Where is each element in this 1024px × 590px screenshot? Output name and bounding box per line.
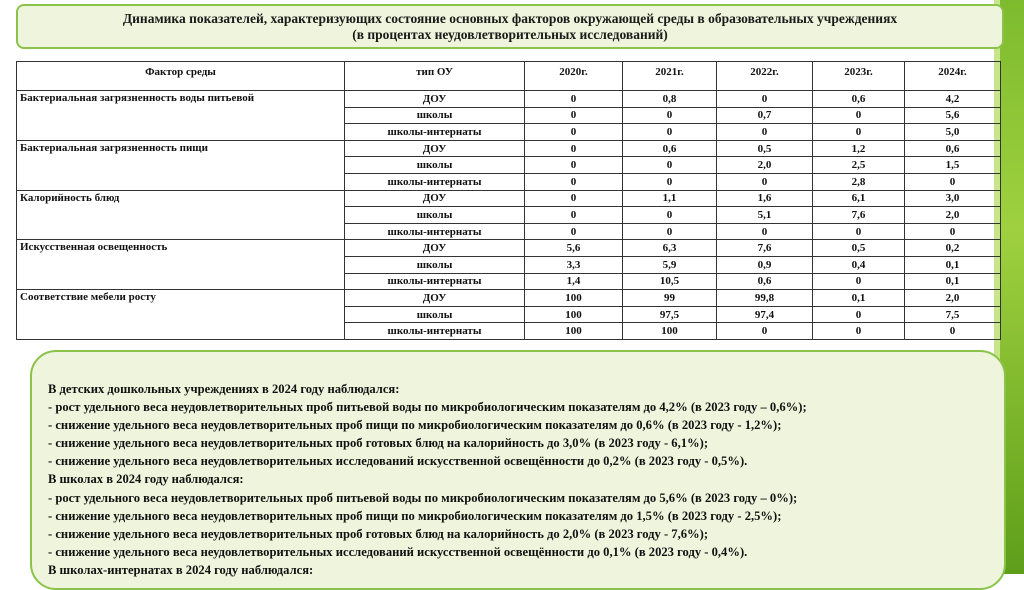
value-cell: 1,6 bbox=[717, 190, 813, 207]
header-2021: 2021г. bbox=[623, 62, 717, 91]
value-cell: 0,6 bbox=[717, 273, 813, 290]
school-type-cell: школы-интернаты bbox=[345, 323, 525, 340]
table-row bbox=[17, 140, 1001, 157]
value-cell: 0 bbox=[525, 91, 623, 108]
value-cell: 0 bbox=[717, 173, 813, 190]
value-cell: 0 bbox=[813, 124, 905, 141]
value-cell: 0 bbox=[813, 223, 905, 240]
school-type-cell: школы-интернаты bbox=[345, 273, 525, 290]
header-factor: Фактор среды bbox=[17, 62, 345, 91]
school-type-cell: школы bbox=[345, 157, 525, 174]
slide-title-box bbox=[16, 4, 1004, 49]
value-cell: 0 bbox=[525, 140, 623, 157]
value-cell: 0 bbox=[623, 207, 717, 224]
indicators-table bbox=[16, 61, 1001, 340]
value-cell: 0,1 bbox=[905, 256, 1001, 273]
value-cell: 0,7 bbox=[717, 107, 813, 124]
value-cell: 0 bbox=[813, 306, 905, 323]
value-cell: 2,0 bbox=[905, 207, 1001, 224]
value-cell: 0 bbox=[813, 107, 905, 124]
summary-line: - рост удельного веса неудовлетворительных проб питьевой воды по микробиологическим показателям до 4,2% (в 2023 году – 0,6%); bbox=[48, 400, 807, 415]
value-cell: 0 bbox=[623, 157, 717, 174]
value-cell: 0,4 bbox=[813, 256, 905, 273]
value-cell: 0,2 bbox=[905, 240, 1001, 257]
value-cell: 97,5 bbox=[623, 306, 717, 323]
value-cell: 0,6 bbox=[813, 91, 905, 108]
school-type-cell: ДОУ bbox=[345, 190, 525, 207]
table-header-row bbox=[17, 62, 1001, 91]
value-cell: 1,2 bbox=[813, 140, 905, 157]
value-cell: 5,6 bbox=[905, 107, 1001, 124]
value-cell: 0,1 bbox=[813, 290, 905, 307]
value-cell: 4,2 bbox=[905, 91, 1001, 108]
header-type: тип ОУ bbox=[345, 62, 525, 91]
factor-cell: Искусственная освещенность bbox=[17, 240, 345, 290]
school-type-cell: школы bbox=[345, 256, 525, 273]
value-cell: 5,1 bbox=[717, 207, 813, 224]
value-cell: 0 bbox=[623, 223, 717, 240]
school-type-cell: ДОУ bbox=[345, 140, 525, 157]
factor-cell: Бактериальная загрязненность пищи bbox=[17, 140, 345, 190]
school-type-cell: школы-интернаты bbox=[345, 223, 525, 240]
value-cell: 0,5 bbox=[717, 140, 813, 157]
value-cell: 5,9 bbox=[623, 256, 717, 273]
school-type-cell: школы bbox=[345, 306, 525, 323]
value-cell: 6,3 bbox=[623, 240, 717, 257]
value-cell: 0 bbox=[525, 157, 623, 174]
value-cell: 100 bbox=[525, 323, 623, 340]
value-cell: 5,6 bbox=[525, 240, 623, 257]
school-type-cell: ДОУ bbox=[345, 290, 525, 307]
value-cell: 6,1 bbox=[813, 190, 905, 207]
value-cell: 99,8 bbox=[717, 290, 813, 307]
value-cell: 0 bbox=[717, 323, 813, 340]
value-cell: 2,0 bbox=[905, 290, 1001, 307]
value-cell: 3,3 bbox=[525, 256, 623, 273]
header-2023: 2023г. bbox=[813, 62, 905, 91]
summary-line: - снижение удельного веса неудовлетворительных исследований искусственной освещённости до 0,2% (в 2023 году - 0,5%). bbox=[48, 454, 748, 469]
value-cell: 2,0 bbox=[717, 157, 813, 174]
table-row bbox=[17, 240, 1001, 257]
header-2020: 2020г. bbox=[525, 62, 623, 91]
value-cell: 100 bbox=[525, 306, 623, 323]
school-type-cell: ДОУ bbox=[345, 91, 525, 108]
value-cell: 0 bbox=[905, 223, 1001, 240]
value-cell: 97,4 bbox=[717, 306, 813, 323]
value-cell: 0 bbox=[813, 323, 905, 340]
value-cell: 0 bbox=[525, 124, 623, 141]
summary-line: - рост удельного веса неудовлетворительных проб питьевой воды по микробиологическим показателям до 5,6% (в 2023 году – 0%); bbox=[48, 490, 798, 505]
value-cell: 0 bbox=[623, 107, 717, 124]
value-cell: 0 bbox=[525, 223, 623, 240]
table-body bbox=[17, 91, 1001, 340]
header-2024: 2024г. bbox=[905, 62, 1001, 91]
value-cell: 99 bbox=[623, 290, 717, 307]
value-cell: 7,6 bbox=[813, 207, 905, 224]
summary-line: - снижение удельного веса неудовлетворительных проб пищи по микробиологическим показателям до 1,5% (в 2023 году - 2,5%); bbox=[48, 508, 782, 523]
value-cell: 3,0 bbox=[905, 190, 1001, 207]
value-cell: 5,0 bbox=[905, 124, 1001, 141]
value-cell: 0,9 bbox=[717, 256, 813, 273]
factor-cell: Соответствие мебели росту bbox=[17, 290, 345, 340]
school-type-cell: школы bbox=[345, 207, 525, 224]
title-line-1: Динамика показателей, характеризующих состояние основных факторов окружающей среды в образовательных учреждениях bbox=[122, 11, 898, 26]
summary-panel bbox=[30, 350, 1006, 590]
school-type-cell: школы-интернаты bbox=[345, 124, 525, 141]
value-cell: 0,5 bbox=[813, 240, 905, 257]
school-type-cell: школы bbox=[345, 107, 525, 124]
value-cell: 1,4 bbox=[525, 273, 623, 290]
value-cell: 2,8 bbox=[813, 173, 905, 190]
summary-line: - снижение удельного веса неудовлетворительных проб пищи по микробиологическим показателям до 0,6% (в 2023 году - 1,2%); bbox=[48, 418, 782, 433]
header-2022: 2022г. bbox=[717, 62, 813, 91]
summary-line: - снижение удельного веса неудовлетворительных проб готовых блюд на калорийность до 2,0% (в 2023 году - 7,6%); bbox=[48, 526, 709, 541]
school-type-cell: ДОУ bbox=[345, 240, 525, 257]
value-cell: 100 bbox=[623, 323, 717, 340]
value-cell: 0 bbox=[623, 124, 717, 141]
summary-line: - снижение удельного веса неудовлетворительных проб готовых блюд на калорийность до 3,0% (в 2023 году - 6,1%); bbox=[48, 436, 709, 451]
value-cell: 0 bbox=[525, 207, 623, 224]
value-cell: 0 bbox=[813, 273, 905, 290]
value-cell: 0 bbox=[905, 173, 1001, 190]
title-line-2: (в процентах неудовлетворительных исследований) bbox=[352, 27, 668, 42]
value-cell: 0,6 bbox=[905, 140, 1001, 157]
value-cell: 0,1 bbox=[905, 273, 1001, 290]
value-cell: 10,5 bbox=[623, 273, 717, 290]
school-type-cell: школы-интернаты bbox=[345, 173, 525, 190]
value-cell: 0 bbox=[717, 124, 813, 141]
summary-line: В детских дошкольных учреждениях в 2024 году наблюдался: bbox=[48, 382, 400, 396]
value-cell: 0 bbox=[905, 323, 1001, 340]
value-cell: 0 bbox=[717, 91, 813, 108]
factor-cell: Бактериальная загрязненность воды питьевой bbox=[17, 91, 345, 141]
factor-cell: Калорийность блюд bbox=[17, 190, 345, 240]
value-cell: 0,8 bbox=[623, 91, 717, 108]
value-cell: 2,5 bbox=[813, 157, 905, 174]
value-cell: 0 bbox=[525, 107, 623, 124]
value-cell: 0 bbox=[525, 173, 623, 190]
value-cell: 0 bbox=[717, 223, 813, 240]
value-cell: 100 bbox=[525, 290, 623, 307]
value-cell: 0 bbox=[623, 173, 717, 190]
table-row bbox=[17, 91, 1001, 108]
summary-line: - снижение удельного веса неудовлетворительных исследований искусственной освещённости до 0,1% (в 2023 году - 0,4%). bbox=[48, 544, 748, 559]
value-cell: 1,5 bbox=[905, 157, 1001, 174]
value-cell: 0 bbox=[525, 190, 623, 207]
value-cell: 7,5 bbox=[905, 306, 1001, 323]
table-row bbox=[17, 190, 1001, 207]
value-cell: 0,6 bbox=[623, 140, 717, 157]
value-cell: 7,6 bbox=[717, 240, 813, 257]
table-row bbox=[17, 290, 1001, 307]
summary-line: В школах в 2024 году наблюдался: bbox=[48, 472, 244, 487]
value-cell: 1,1 bbox=[623, 190, 717, 207]
summary-line: В школах-интернатах в 2024 году наблюдался: bbox=[48, 562, 314, 577]
